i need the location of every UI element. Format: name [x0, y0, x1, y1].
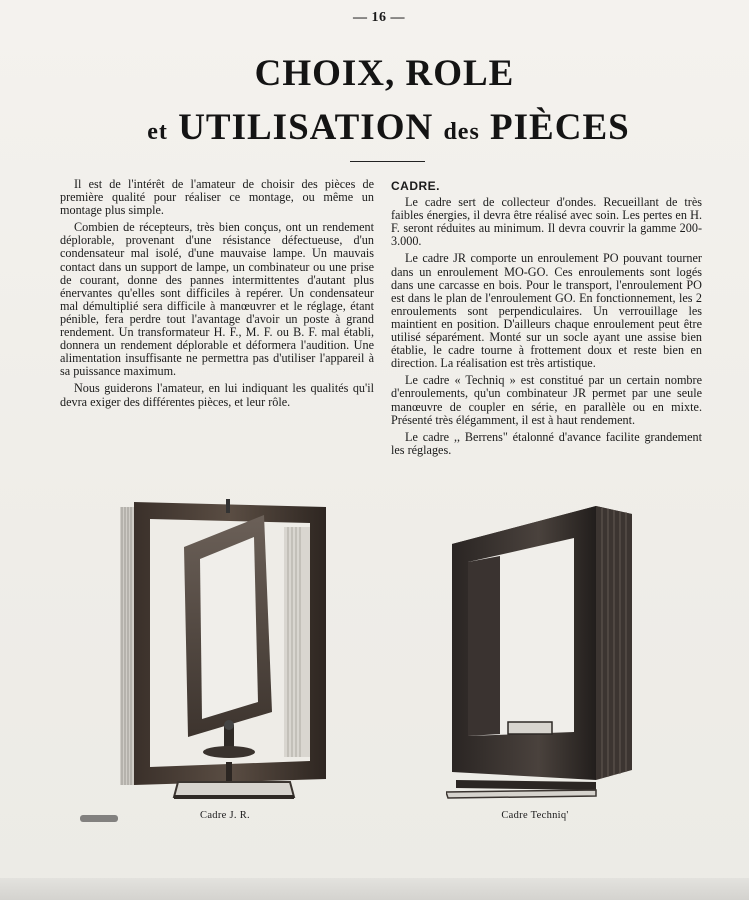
title-utilisation: UTILISATION [178, 107, 434, 148]
title-line-1 [10, 52, 749, 95]
right-column [391, 178, 702, 461]
section-heading-cadre: CADRE. [391, 179, 441, 193]
title-divider [350, 161, 425, 162]
paragraph: Nous guiderons l'amateur, en lui indiquant les qualités qu'il devra exiger des différentes pièces, et leur rôle. [60, 381, 374, 409]
figure-caption: Cadre J. R. [200, 810, 250, 821]
figure-caption: Cadre Techniq' [501, 810, 569, 821]
cadre-jr-illustration [114, 497, 334, 807]
title-des: des [443, 119, 480, 145]
title-pieces: PIÈCES [490, 107, 630, 148]
paragraph: Le cadre sert de collecteur d'ondes. Recueillant de très faibles énergies, il devra être réalisé avec soin. Les pertes en H. F. seront réduites au minimum. Il devra couvrir la gamme 200-3.000. [391, 195, 702, 249]
page-number: — 16 — [353, 10, 405, 25]
paragraph: Le cadre ,, Berrens" étalonné d'avance facilite grandement les réglages. [391, 429, 702, 457]
cadre-techniq-illustration [446, 500, 641, 800]
title-main: CHOIX, ROLE [254, 53, 515, 94]
paragraph: Combien de récepteurs, très bien conçus, ont un rendement déplorable, provenant d'une résistance défectueuse, d'un condensateur mal isolé, d'une mauvaise lampe. Un mauvais contact dans un support de lampe, un combinateur ou une prise de courant, donne des pannes intermittentes d'autant plus énervantes qu'elles sont difficiles à repérer. Un condensateur mal démultiplié sera difficile à manœuvrer et le réglage, étant pénible, fera perdre tout l'avantage d'avoir un poste à grand rendement. Un transformateur H. F., M. F. ou B. F. mal établi, donnera un rendement déplorable et déformera l'audition. Une alimentation insuffisante ne permettra pas d'utiliser l'appareil à sa puissance maximum. [60, 220, 374, 379]
paragraph: Le cadre « Techniq » est constitué par un certain nombre d'enroulements, qu'un combinateur JR permet par une seule manœuvre de coupler en série, en parallèle ou en mixte. Présenté très élégamment, il est à haut rendement. [391, 373, 702, 427]
title-line-2 [14, 106, 749, 149]
page-bottom-edge [0, 878, 749, 900]
paragraph: Le cadre JR comporte un enroulement PO pouvant tourner dans un enroulement MO-GO. Ces enroulements sont logés dans une carcasse en bois. Pour le transport, l'enroulement PO est dans le plan de l'enroulement GO. En fonctionnement, les 2 enroulements sont perpendiculaires. Un verrouillage les maintient en position. D'ailleurs chaque enroulement peut être utilisé séparément. Monté sur un socle ayant une assise bien établie, le cadre tourne à frottement doux et reste bien en direction. La réalisation est très artistique. [391, 251, 702, 371]
paragraph: Il est de l'intérêt de l'amateur de choisir des pièces de première qualité pour réaliser ce montage, ou même un montage plus simple. [60, 177, 374, 218]
left-column [60, 178, 374, 413]
ink-smudge [80, 815, 118, 822]
title-prefix: et [147, 119, 168, 145]
